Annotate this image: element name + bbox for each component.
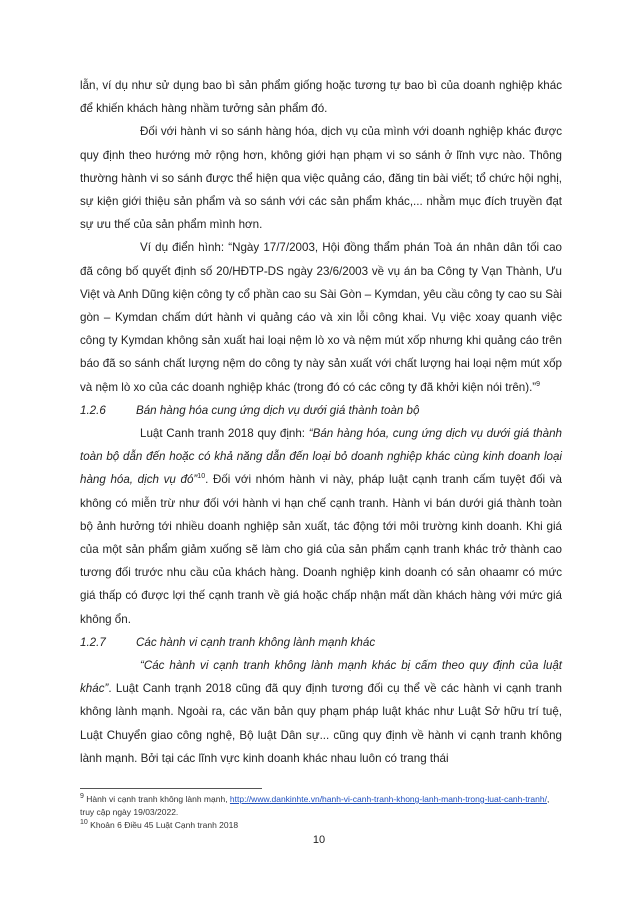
other-acts-quote: “Các hành vi cạnh tranh không lành mạnh khác bị cấm theo quy định của luật khác” bbox=[80, 659, 562, 696]
footnote-10 bbox=[80, 819, 562, 832]
section-heading-1-2-7 bbox=[80, 631, 562, 654]
paragraph-example bbox=[80, 236, 562, 398]
paragraph-other-acts bbox=[80, 654, 562, 770]
paragraph-below-cost bbox=[80, 422, 562, 631]
section-title: Các hành vi cạnh tranh không lành mạnh khác bbox=[136, 635, 376, 649]
paragraph-comparison: Đối với hành vi so sánh hàng hóa, dịch vụ của mình với doanh nghiệp khác được quy định theo hướng mở rộng hơn, không giới hạn phạm vi so sánh ở lĩnh vực nào. Thông thường hành vi so sánh được thể hiện qua việc quảng cáo, đăng tin bài viết; tổ chức hội nghị, sự kiện giới thiệu sản phẩm và so sánh với các sản phẩm khác,... nhằm mục đích truyền đạt sự ưu thế của sản phẩm mình hơn. bbox=[80, 125, 562, 232]
footnote-9-number: 9 bbox=[80, 793, 84, 801]
other-acts-text: . Luật Canh trạnh 2018 cũng đã quy định tương đối cụ thể về các hành vi cạnh tranh không lành mạnh. Ngoài ra, các văn bản quy phạm pháp luật khác như Luật Sở hữu trí tuệ, Luật Chuyển giao công nghệ, Bộ luật Dân sự... cũng quy định về hành vi cạnh tranh không lành mạnh. Bởi tại các lĩnh vực kinh doanh khác nhau luôn có trang thái bbox=[80, 682, 562, 765]
footnote-9-text: Hành vi cạnh tranh không lành mạnh, bbox=[83, 794, 230, 804]
example-text: Ví dụ điển hình: “Ngày 17/7/2003, Hội đồng thẩm phán Toà án nhân dân tối cao đã công bố quyết định số 20/HĐTP-DS ngày 23/6/2003 về vụ án ba Công ty Vạn Thành, Ưu Việt và Anh Dũng kiện công ty cổ phần cao su Sài Gòn – Kymdan, yêu cầu công ty cao su Sài gòn – Kymdan chấm dứt hành vi quảng cáo và xin lỗi công khai. Vụ việc xoay quanh việc công ty Kymdan không sản xuất hai loại nệm lò xo và nệm mút xốp nhưng khi quảng cáo trên báo đã so sánh chất lượng nệm do công ty này sản xuất với chất lượng hai loại nệm mút xốp và nệm lò xo của các doanh nghiệp khác (trong đó có các công ty đã khởi kiện nói trên).” bbox=[80, 241, 562, 394]
section-title: Bán hàng hóa cung ứng dịch vụ dưới giá thành toàn bộ bbox=[136, 403, 420, 417]
law-lead: Luật Canh tranh 2018 quy định: bbox=[140, 427, 309, 441]
footnotes bbox=[80, 793, 562, 832]
page-number: 10 bbox=[312, 834, 326, 846]
footnote-ref-9[interactable]: 9 bbox=[536, 380, 541, 388]
footnote-10-text: Khoản 6 Điều 45 Luật Cạnh tranh 2018 bbox=[87, 820, 239, 830]
footnote-9-link[interactable]: http://www.dankinhte.vn/hanh-vi-canh-tranh-khong-lanh-manh-trong-luat-canh-tranh/ bbox=[229, 794, 547, 804]
footnote-ref-10[interactable]: 10 bbox=[197, 473, 206, 481]
law-quote: “Bán hàng hóa, cung ứng dịch vụ dưới giá thành toàn bộ dẫn đến hoặc có khả năng dẫn đến loại bỏ doanh nghiệp khác cùng kinh doanh loại hàng hóa, dịch vụ đó” bbox=[80, 427, 562, 487]
body-text bbox=[80, 74, 562, 770]
section-heading-1-2-6 bbox=[80, 399, 562, 422]
footnote-divider bbox=[80, 788, 262, 789]
footnote-9-tail: , truy cập ngày 19/03/2022. bbox=[80, 794, 550, 817]
below-cost-text: . Đối với nhóm hành vi này, pháp luật cạnh tranh cấm tuyệt đối và không có miễn trừ như đối với hành vi hạn chế cạnh tranh. Hành vi bán dưới giá thành toàn bộ ảnh hưởng tới nhiều doanh nghiệp sản xuất, tác động tới môi trường kinh doanh. Khi giá của một sản phẩm giảm xuống sẽ làm cho giá của sản phẩm cạnh tranh khác trở thành cao tương đối trước nhu cầu của khách hàng. Doanh nghiệp kinh doanh có sản ohaamr có mức giá thấp có được lợi thế cạnh tranh về giá hoặc chấp nhận mất dần khách hàng với mức giá không ổn. bbox=[80, 473, 563, 626]
section-number: 1.2.7 bbox=[80, 635, 106, 649]
footnote-9 bbox=[80, 793, 562, 819]
footnote-10-number: 10 bbox=[80, 819, 88, 827]
section-number: 1.2.6 bbox=[80, 403, 106, 417]
paragraph-continuation: lẫn, ví dụ như sử dụng bao bì sản phẩm giống hoặc tương tự bao bì của doanh nghiệp khác để khiến khách hàng nhầm tưởng sản phẩm đó. bbox=[80, 79, 562, 116]
